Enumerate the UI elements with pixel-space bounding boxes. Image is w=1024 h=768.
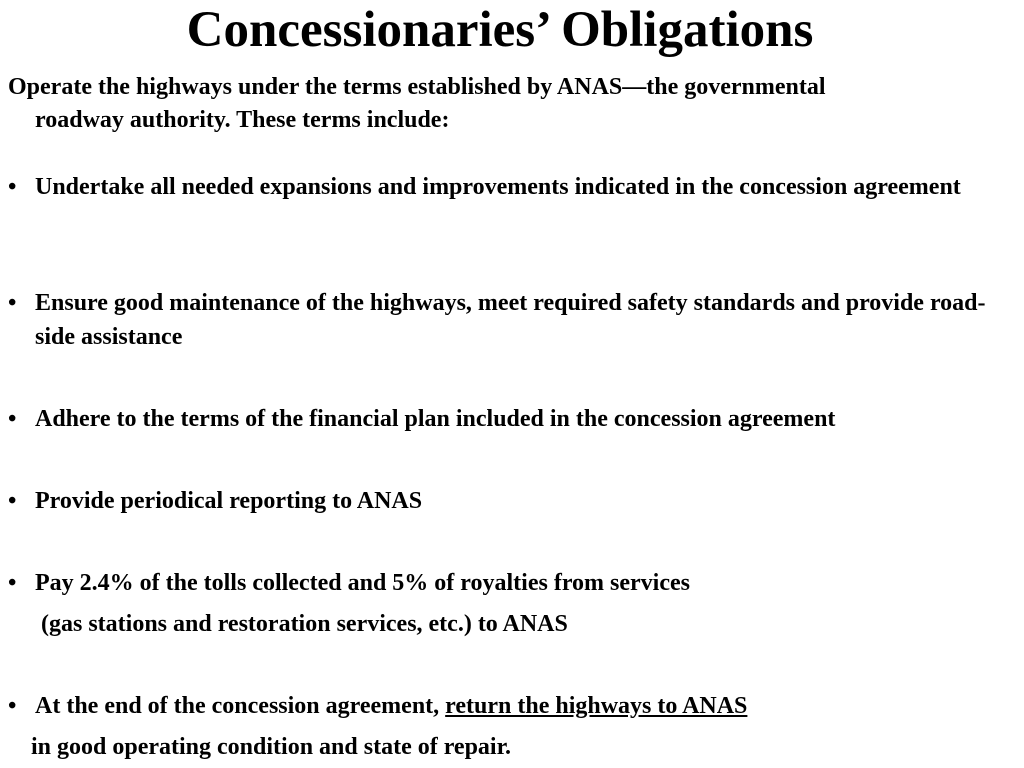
bullet-item bbox=[8, 689, 1018, 723]
underlined-phrase: return the highways to ANAS bbox=[445, 693, 748, 719]
bullet-item bbox=[8, 566, 1018, 600]
bullet-item bbox=[8, 402, 1018, 436]
bullet-text: Pay 2.4% of the tolls collected and 5% of royalties from services bbox=[35, 570, 690, 596]
intro-paragraph bbox=[8, 71, 1008, 137]
intro-line-1: Operate the highways under the terms established by ANAS—the governmental bbox=[8, 74, 826, 100]
bullet-text: Ensure good maintenance of the highways, meet required safety standards and provide road-side assistance bbox=[35, 290, 986, 350]
bullet-dot: • bbox=[8, 290, 17, 316]
bullet-dot: • bbox=[8, 488, 17, 514]
bullet-item bbox=[8, 286, 1018, 354]
bullet-dot: • bbox=[8, 570, 17, 596]
bullet-text: Adhere to the terms of the financial plan included in the concession agreement bbox=[35, 406, 836, 432]
intro-line-2: roadway authority. These terms include: bbox=[35, 107, 450, 133]
bullet-text: Undertake all needed expansions and improvements indicated in the concession agreement bbox=[35, 174, 961, 200]
bullet-text bbox=[35, 689, 1018, 723]
slide-title: Concessionaries’ Obligations bbox=[186, 2, 814, 58]
bullet-continuation: in good operating condition and state of repair. bbox=[31, 734, 512, 760]
bullet-continuation: (gas stations and restoration services, etc.) to ANAS bbox=[41, 611, 568, 637]
bullet-item bbox=[8, 484, 1018, 518]
bullet-dot: • bbox=[8, 406, 17, 432]
bullet-item bbox=[8, 170, 1018, 204]
bullet-dot: • bbox=[8, 693, 17, 719]
bullet-dot: • bbox=[8, 174, 17, 200]
bullet-text-plain: At the end of the concession agreement, bbox=[35, 693, 446, 719]
bullet-text: Provide periodical reporting to ANAS bbox=[35, 488, 423, 514]
